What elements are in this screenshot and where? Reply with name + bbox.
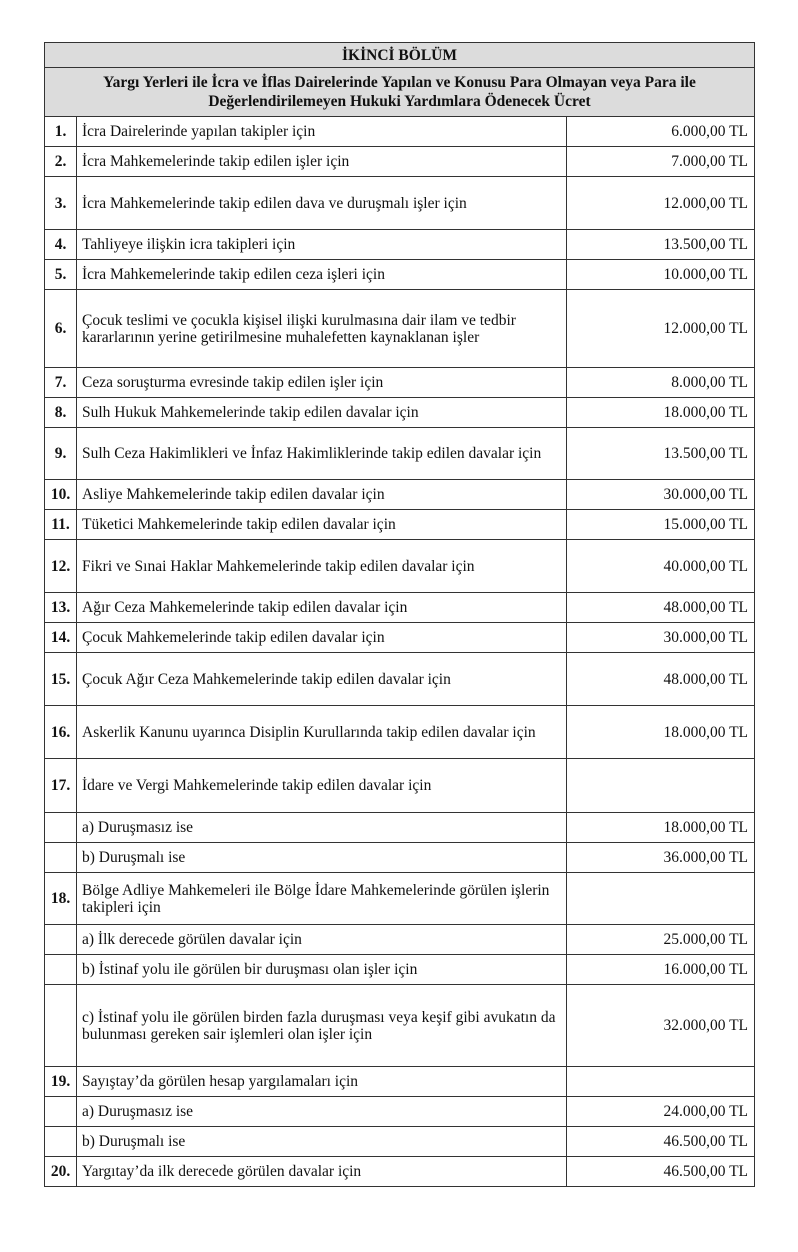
fee-table <box>44 42 755 1187</box>
row-number: 2. <box>45 147 77 177</box>
row-description: Fikri ve Sınai Haklar Mahkemelerinde takip edilen davalar için <box>77 540 567 593</box>
row-amount: 46.500,00 TL <box>567 1157 755 1187</box>
row-description: Çocuk Ağır Ceza Mahkemelerinde takip edilen davalar için <box>77 653 567 706</box>
table-row <box>45 368 755 398</box>
row-description: İcra Mahkemelerinde takip edilen dava ve duruşmalı işler için <box>77 177 567 230</box>
row-amount: 18.000,00 TL <box>567 813 755 843</box>
row-amount: 13.500,00 TL <box>567 230 755 260</box>
row-number: 20. <box>45 1157 77 1187</box>
table-row <box>45 759 755 813</box>
table-row <box>45 540 755 593</box>
row-number: 12. <box>45 540 77 593</box>
row-number: 4. <box>45 230 77 260</box>
table-row <box>45 925 755 955</box>
row-description: Tahliyeye ilişkin icra takipleri için <box>77 230 567 260</box>
row-number <box>45 1097 77 1127</box>
row-amount: 30.000,00 TL <box>567 623 755 653</box>
row-number: 5. <box>45 260 77 290</box>
table-row <box>45 1067 755 1097</box>
row-description: Ağır Ceza Mahkemelerinde takip edilen davalar için <box>77 593 567 623</box>
row-amount: 24.000,00 TL <box>567 1097 755 1127</box>
row-number <box>45 955 77 985</box>
row-amount: 6.000,00 TL <box>567 117 755 147</box>
table-row <box>45 230 755 260</box>
row-amount: 30.000,00 TL <box>567 480 755 510</box>
table-row <box>45 813 755 843</box>
row-description: Ceza soruşturma evresinde takip edilen işler için <box>77 368 567 398</box>
row-amount: 18.000,00 TL <box>567 706 755 759</box>
row-description: İcra Mahkemelerinde takip edilen işler için <box>77 147 567 177</box>
row-amount: 10.000,00 TL <box>567 260 755 290</box>
row-description: Bölge Adliye Mahkemeleri ile Bölge İdare Mahkemelerinde görülen işlerin takipleri için <box>77 873 567 925</box>
row-number <box>45 985 77 1067</box>
table-row <box>45 398 755 428</box>
row-amount: 18.000,00 TL <box>567 398 755 428</box>
row-amount: 7.000,00 TL <box>567 147 755 177</box>
row-description: Çocuk Mahkemelerinde takip edilen davalar için <box>77 623 567 653</box>
row-amount: 40.000,00 TL <box>567 540 755 593</box>
row-description: Asliye Mahkemelerinde takip edilen davalar için <box>77 480 567 510</box>
section-subtitle: Yargı Yerleri ile İcra ve İflas Dairelerinde Yapılan ve Konusu Para Olmayan veya Para ile Değerlendirilemeyen Hukuki Yardımlara Ödenecek Ücret <box>45 68 755 117</box>
row-number <box>45 1127 77 1157</box>
row-amount: 16.000,00 TL <box>567 955 755 985</box>
row-number: 19. <box>45 1067 77 1097</box>
row-amount: 48.000,00 TL <box>567 653 755 706</box>
table-row <box>45 623 755 653</box>
table-row <box>45 510 755 540</box>
row-amount: 46.500,00 TL <box>567 1127 755 1157</box>
row-number: 14. <box>45 623 77 653</box>
row-amount: 36.000,00 TL <box>567 843 755 873</box>
row-description: b) Duruşmalı ise <box>77 1127 567 1157</box>
row-description: Tüketici Mahkemelerinde takip edilen davalar için <box>77 510 567 540</box>
row-amount: 15.000,00 TL <box>567 510 755 540</box>
row-number: 8. <box>45 398 77 428</box>
table-row <box>45 985 755 1067</box>
row-amount <box>567 873 755 925</box>
row-description: İdare ve Vergi Mahkemelerinde takip edilen davalar için <box>77 759 567 813</box>
row-amount: 25.000,00 TL <box>567 925 755 955</box>
row-number <box>45 925 77 955</box>
table-row <box>45 1157 755 1187</box>
row-number: 3. <box>45 177 77 230</box>
row-description: Yargıtay’da ilk derecede görülen davalar için <box>77 1157 567 1187</box>
row-number: 10. <box>45 480 77 510</box>
row-amount <box>567 1067 755 1097</box>
row-description: b) Duruşmalı ise <box>77 843 567 873</box>
row-description: İcra Dairelerinde yapılan takipler için <box>77 117 567 147</box>
table-row <box>45 147 755 177</box>
row-number: 15. <box>45 653 77 706</box>
row-number: 18. <box>45 873 77 925</box>
row-amount: 12.000,00 TL <box>567 177 755 230</box>
row-amount: 32.000,00 TL <box>567 985 755 1067</box>
table-row <box>45 1127 755 1157</box>
row-description: Sayıştay’da görülen hesap yargılamaları için <box>77 1067 567 1097</box>
table-row <box>45 260 755 290</box>
row-description: a) İlk derecede görülen davalar için <box>77 925 567 955</box>
row-number: 11. <box>45 510 77 540</box>
section-title: İKİNCİ BÖLÜM <box>45 43 755 68</box>
table-row <box>45 843 755 873</box>
row-number <box>45 813 77 843</box>
table-row <box>45 653 755 706</box>
row-description: c) İstinaf yolu ile görülen birden fazla duruşması veya keşif gibi avukatın da bulunması gereken sair işlemleri olan işler için <box>77 985 567 1067</box>
row-amount: 13.500,00 TL <box>567 428 755 480</box>
row-description: a) Duruşmasız ise <box>77 813 567 843</box>
table-row <box>45 1097 755 1127</box>
row-number: 6. <box>45 290 77 368</box>
row-description: Çocuk teslimi ve çocukla kişisel ilişki kurulmasına dair ilam ve tedbir kararlarının yerine getirilmesine muhalefetten kaynaklanan işler <box>77 290 567 368</box>
row-number: 16. <box>45 706 77 759</box>
row-number: 9. <box>45 428 77 480</box>
row-description: Sulh Hukuk Mahkemelerinde takip edilen davalar için <box>77 398 567 428</box>
row-number: 17. <box>45 759 77 813</box>
row-description: Sulh Ceza Hakimlikleri ve İnfaz Hakimliklerinde takip edilen davalar için <box>77 428 567 480</box>
row-description: b) İstinaf yolu ile görülen bir duruşması olan işler için <box>77 955 567 985</box>
row-description: a) Duruşmasız ise <box>77 1097 567 1127</box>
row-number: 13. <box>45 593 77 623</box>
row-amount: 8.000,00 TL <box>567 368 755 398</box>
row-number: 7. <box>45 368 77 398</box>
row-amount <box>567 759 755 813</box>
table-row <box>45 480 755 510</box>
row-number <box>45 843 77 873</box>
row-description: Askerlik Kanunu uyarınca Disiplin Kurullarında takip edilen davalar için <box>77 706 567 759</box>
row-amount: 48.000,00 TL <box>567 593 755 623</box>
table-row <box>45 117 755 147</box>
table-row <box>45 593 755 623</box>
table-row <box>45 955 755 985</box>
table-row <box>45 873 755 925</box>
table-row <box>45 706 755 759</box>
row-description: İcra Mahkemelerinde takip edilen ceza işleri için <box>77 260 567 290</box>
table-row <box>45 177 755 230</box>
row-amount: 12.000,00 TL <box>567 290 755 368</box>
table-row <box>45 428 755 480</box>
row-number: 1. <box>45 117 77 147</box>
table-row <box>45 290 755 368</box>
